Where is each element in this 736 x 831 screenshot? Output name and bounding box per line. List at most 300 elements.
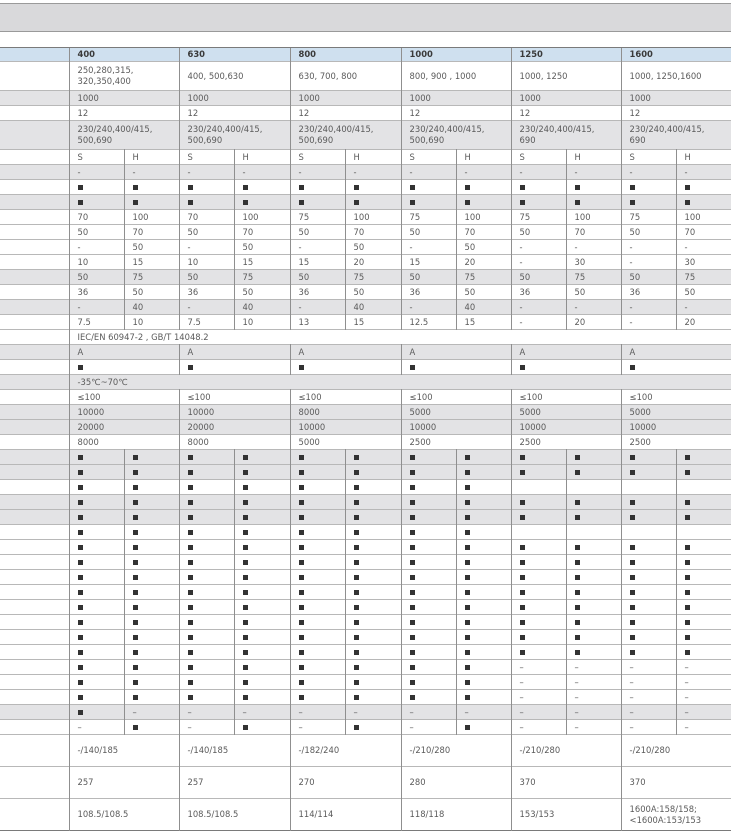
cell-s: – [511,660,566,675]
spec-row [0,121,731,150]
filled-square-icon [465,590,470,595]
filled-square-icon [520,575,525,580]
filled-square-icon [78,575,83,580]
label-cell [0,735,69,767]
cell-h [676,585,731,600]
cell-h [345,720,401,735]
frame-cell: 12 [69,106,179,121]
frame-cell: ≤100 [69,390,179,405]
filled-square-icon [520,470,525,475]
spec-row [0,570,731,585]
cell-s [179,195,234,210]
cell-h: – [566,720,621,735]
cell-h: - [456,165,511,180]
filled-square-icon [410,185,415,190]
cell-s [621,450,676,465]
filled-square-icon [133,185,138,190]
cell-h [566,630,621,645]
cell-h [676,555,731,570]
cell-s: 75 [621,210,676,225]
cell-s: 36 [621,285,676,300]
cell-h [345,555,401,570]
cell-s: - [179,240,234,255]
frame-cell: A [511,345,621,360]
cell-s [401,615,456,630]
filled-square-icon [630,500,635,505]
cell-s: 75 [401,210,456,225]
cell-h [566,195,621,210]
filled-square-icon [410,200,415,205]
cell-s [179,600,234,615]
spec-row [0,106,731,121]
filled-square-icon [685,455,690,460]
filled-square-icon [575,635,580,640]
cell-h: – [676,675,731,690]
label-cell [0,510,69,525]
cell-s [290,450,345,465]
label-cell [0,345,69,360]
label-cell [0,420,69,435]
filled-square-icon [188,515,193,520]
cell-s [511,180,566,195]
spec-body [0,62,731,831]
filled-square-icon [188,560,193,565]
cell-s: S [290,150,345,165]
cell-s [401,195,456,210]
label-cell [0,480,69,495]
frame-cell: 118/118 [401,799,511,831]
filled-square-icon [299,650,304,655]
cell-h [234,540,290,555]
cell-h [345,195,401,210]
cell-s [179,495,234,510]
cell-s [179,660,234,675]
cell-h [566,585,621,600]
cell-h: 20 [345,255,401,270]
spec-row [0,600,731,615]
cell-s [179,615,234,630]
filled-square-icon [410,515,415,520]
cell-s [290,465,345,480]
cell-s [179,180,234,195]
cell-h: - [566,300,621,315]
frame-cell: 1000 [621,91,731,106]
frame-cell: A [290,345,401,360]
cell-h [456,195,511,210]
filled-square-icon [78,620,83,625]
label-cell [0,270,69,285]
filled-square-icon [188,695,193,700]
filled-square-icon [243,620,248,625]
frame-cell: 630, 700, 800 [290,62,401,91]
label-cell [0,121,69,150]
cell-s: - [511,165,566,180]
cell-s: – [511,675,566,690]
cell-s: – [621,660,676,675]
cell-h [124,630,179,645]
cell-h: 15 [234,255,290,270]
spec-row [0,345,731,360]
cell-h [124,495,179,510]
cell-s [290,675,345,690]
filled-square-icon [188,635,193,640]
cell-s: – [511,705,566,720]
frame-cell: 5000 [511,405,621,420]
frame-cell: -/140/185 [69,735,179,767]
cell-s [401,660,456,675]
filled-square-icon [133,485,138,490]
filled-square-icon [188,500,193,505]
filled-square-icon [243,485,248,490]
frame-cell: 114/114 [290,799,401,831]
filled-square-icon [188,200,193,205]
cell-s: - [290,240,345,255]
cell-h [345,615,401,630]
cell-h [234,690,290,705]
frame-cell: 1000 [69,91,179,106]
cell-h: 70 [124,225,179,240]
cell-h: H [676,150,731,165]
spec-row [0,540,731,555]
filled-square-icon [465,650,470,655]
cell-h [234,195,290,210]
spec-row [0,645,731,660]
cell-s [621,570,676,585]
filled-square-icon [630,200,635,205]
cell-h [234,525,290,540]
filled-square-icon [630,545,635,550]
filled-square-icon [465,680,470,685]
label-cell [0,690,69,705]
filled-square-icon [133,605,138,610]
filled-square-icon [520,200,525,205]
frame-cell: 12 [401,106,511,121]
cell-s [69,705,124,720]
frame-cell: 20000 [179,420,290,435]
filled-square-icon [685,650,690,655]
frame-cell: 1000 [401,91,511,106]
cell-h: H [234,150,290,165]
frame-cell: ≤100 [511,390,621,405]
filled-square-icon [243,665,248,670]
cell-h: 50 [234,240,290,255]
cell-s: S [511,150,566,165]
cell-s [290,615,345,630]
spec-row [0,255,731,270]
cell-s [621,600,676,615]
filled-square-icon [78,455,83,460]
cell-s [621,645,676,660]
cell-s: 12.5 [401,315,456,330]
spec-row [0,240,731,255]
cell-s: S [621,150,676,165]
cell-h: 75 [345,270,401,285]
cell-h [234,180,290,195]
cell-h [456,450,511,465]
filled-square-icon [630,470,635,475]
filled-square-icon [133,695,138,700]
cell-h: 30 [566,255,621,270]
frame-800: 800 [290,48,401,62]
frame-cell: 1600A:158/158; <1600A:153/153 [621,799,731,831]
filled-square-icon [410,365,415,370]
spec-row [0,585,731,600]
label-cell [0,106,69,121]
frame-cell: 12 [511,106,621,121]
frame-cell: 10000 [69,405,179,420]
cell-h [566,450,621,465]
filled-square-icon [630,455,635,460]
cell-h [566,180,621,195]
filled-square-icon [410,620,415,625]
cell-h: 100 [676,210,731,225]
filled-square-icon [410,455,415,460]
cell-s [290,690,345,705]
cell-s [401,450,456,465]
filled-square-icon [188,605,193,610]
frame-1000: 1000 [401,48,511,62]
cell-s [179,675,234,690]
cell-s: 50 [179,225,234,240]
cell-s: – [179,705,234,720]
cell-s: 13 [290,315,345,330]
cell-s: 50 [290,270,345,285]
filled-square-icon [78,365,83,370]
filled-square-icon [133,470,138,475]
cell-s [69,195,124,210]
cell-s [290,495,345,510]
cell-s [179,540,234,555]
cell-h [566,615,621,630]
cell-h [456,600,511,615]
cell-s: - [290,300,345,315]
frame-630: 630 [179,48,290,62]
filled-square-icon [243,560,248,565]
filled-square-icon [410,695,415,700]
cell-h [456,495,511,510]
cell-h [124,480,179,495]
cell-h [456,180,511,195]
filled-square-icon [78,515,83,520]
filled-square-icon [243,470,248,475]
cell-s [401,645,456,660]
label-cell [0,675,69,690]
cell-s [69,465,124,480]
cell-h: - [676,240,731,255]
cell-h: 50 [566,285,621,300]
filled-square-icon [188,575,193,580]
cell-h: H [456,150,511,165]
cell-s: - [621,300,676,315]
frame-cell: 1000 [290,91,401,106]
cell-h [456,480,511,495]
filled-square-icon [299,365,304,370]
filled-square-icon [78,185,83,190]
cell-s [401,600,456,615]
label-cell [0,225,69,240]
frame-cell: 12 [290,106,401,121]
filled-square-icon [78,665,83,670]
cell-s: - [69,165,124,180]
filled-square-icon [243,500,248,505]
filled-square-icon [354,650,359,655]
cell-s [401,495,456,510]
cell-h [124,570,179,585]
cell-h [676,465,731,480]
filled-square-icon [299,545,304,550]
frame-cell: 250,280,315, 320,350,400 [69,62,179,91]
cell-h [676,525,731,540]
filled-square-icon [520,365,525,370]
spec-row [0,705,731,720]
frame-cell: -/210/280 [621,735,731,767]
cell-s: – [290,705,345,720]
label-cell [0,799,69,831]
cell-h: 100 [345,210,401,225]
filled-square-icon [575,470,580,475]
cell-h: 100 [234,210,290,225]
cell-h [345,450,401,465]
cell-s [179,585,234,600]
filled-square-icon [243,575,248,580]
cell-h [234,645,290,660]
cell-h [124,660,179,675]
filled-square-icon [465,605,470,610]
frame-cell: 12 [621,106,731,121]
cell-h: 70 [566,225,621,240]
cell-h: 10 [234,315,290,330]
filled-square-icon [78,710,83,715]
frame-cell: 20000 [69,420,179,435]
frame-cell: 230/240,400/415, 500,690 [290,121,401,150]
spec-row [0,510,731,525]
filled-square-icon [465,530,470,535]
spec-row [0,390,731,405]
cell-s [290,630,345,645]
cell-h [345,690,401,705]
filled-square-icon [78,695,83,700]
cell-h [676,645,731,660]
cell-h: 70 [345,225,401,240]
filled-square-icon [299,605,304,610]
label-cell [0,615,69,630]
cell-s: – [621,705,676,720]
cell-s [179,690,234,705]
cell-s [290,600,345,615]
spec-row [0,690,731,705]
cell-h [456,540,511,555]
cell-s [511,630,566,645]
cell-s: 7.5 [69,315,124,330]
filled-square-icon [243,605,248,610]
cell-s [621,495,676,510]
cell-h [234,510,290,525]
frame-cell: 370 [621,767,731,799]
filled-square-icon [78,590,83,595]
cell-h: H [566,150,621,165]
cell-s: - [621,165,676,180]
cell-h [566,540,621,555]
filled-square-icon [354,635,359,640]
filled-square-icon [188,365,193,370]
cell-s: - [179,300,234,315]
frame-cell: 2500 [621,435,731,450]
spec-row [0,405,731,420]
label-cell [0,645,69,660]
filled-square-icon [630,590,635,595]
cell-h: 40 [124,300,179,315]
cell-s: 50 [621,270,676,285]
cell-h [234,555,290,570]
cell-s [621,540,676,555]
frame-cell [511,360,621,375]
cell-s [290,585,345,600]
filled-square-icon [188,185,193,190]
cell-s: 7.5 [179,315,234,330]
filled-square-icon [410,530,415,535]
frame-cell: 230/240,400/415, 500,690 [69,121,179,150]
label-cell [0,600,69,615]
cell-h [234,675,290,690]
spec-row [0,465,731,480]
filled-square-icon [78,650,83,655]
frame-cell: A [621,345,731,360]
filled-square-icon [243,695,248,700]
cell-h: 20 [676,315,731,330]
cell-s [69,495,124,510]
cell-s [621,630,676,645]
filled-square-icon [354,560,359,565]
cell-s [69,180,124,195]
cell-s [290,195,345,210]
filled-square-icon [575,515,580,520]
cell-h: - [566,165,621,180]
cell-h [676,630,731,645]
spec-row [0,630,731,645]
frame-cell: 8000 [179,435,290,450]
filled-square-icon [520,560,525,565]
filled-square-icon [354,695,359,700]
cell-h: 50 [234,285,290,300]
cell-h [234,660,290,675]
label-cell [0,210,69,225]
spec-row [0,330,731,345]
cell-h: – [456,705,511,720]
cell-s [401,630,456,645]
cell-s: 75 [290,210,345,225]
label-cell [0,91,69,106]
cell-s: S [69,150,124,165]
frame-cell: 270 [290,767,401,799]
cell-s [621,480,676,495]
cell-s [290,180,345,195]
cell-h: 50 [124,240,179,255]
filled-square-icon [465,695,470,700]
label-cell [0,180,69,195]
cell-s [69,660,124,675]
filled-square-icon [354,590,359,595]
filled-square-icon [520,185,525,190]
cell-s: – [511,720,566,735]
filled-square-icon [133,680,138,685]
frame-cell: ≤100 [179,390,290,405]
cell-h [566,495,621,510]
cell-s: - [621,240,676,255]
cell-h: 100 [456,210,511,225]
filled-square-icon [78,680,83,685]
cell-h [124,720,179,735]
spec-row [0,615,731,630]
